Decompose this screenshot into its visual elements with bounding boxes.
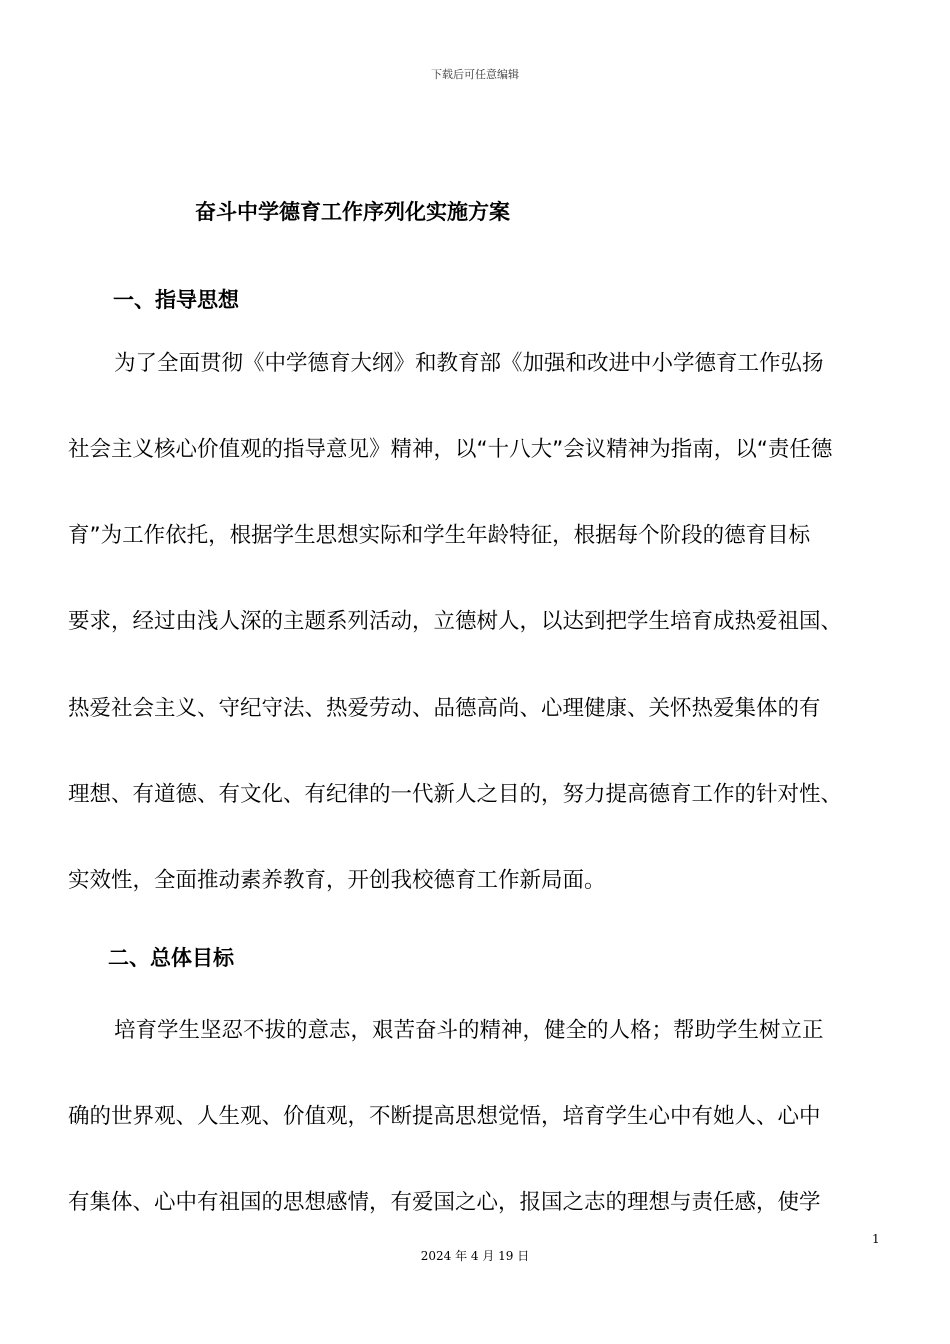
footer-date: 2024 年 4 月 19 日 [420, 1249, 530, 1263]
paragraph-line: 培育学生坚忍不拔的意志，艰苦奋斗的精神，健全的人格；帮助学生树立正 [114, 1018, 824, 1043]
paragraph-line: 育”为工作依托，根据学生思想实际和学生年龄特征，根据每个阶段的德育目标 [68, 523, 811, 548]
paragraph-line: 热爱社会主义、守纪守法、热爱劳动、品德高尚、心理健康、关怀热爱集体的有 [68, 696, 821, 721]
header-note: 下载后可任意编辑 [431, 68, 519, 81]
page-number: 1 [872, 1232, 880, 1246]
paragraph-line: 确的世界观、人生观、价值观，不断提高思想觉悟，培育学生心中有她人、心中 [68, 1104, 821, 1129]
paragraph-line: 要求，经过由浅人深的主题系列活动，立德树人，以达到把学生培育成热爱祖国、 [68, 609, 843, 634]
paragraph-line: 有集体、心中有祖国的思想感情，有爱国之心，报国之志的理想与责任感，使学 [68, 1190, 821, 1215]
document-title: 奋斗中学德育工作序列化实施方案 [195, 200, 510, 224]
paragraph-line: 为了全面贯彻《中学德育大纲》和教育部《加强和改进中小学德育工作弘扬 [114, 351, 824, 376]
section-heading-overall-goal: 二、总体目标 [108, 946, 234, 970]
paragraph-line: 理想、有道德、有文化、有纪律的一代新人之目的，努力提高德育工作的针对性、 [68, 782, 843, 807]
paragraph-line: 社会主义核心价值观的指导意见》精神，以“十八大”会议精神为指南，以“责任德 [68, 437, 833, 462]
section-heading-guiding-ideology: 一、指导思想 [113, 288, 239, 312]
paragraph-line: 实效性，全面推动素养教育，开创我校德育工作新局面。 [68, 868, 606, 893]
